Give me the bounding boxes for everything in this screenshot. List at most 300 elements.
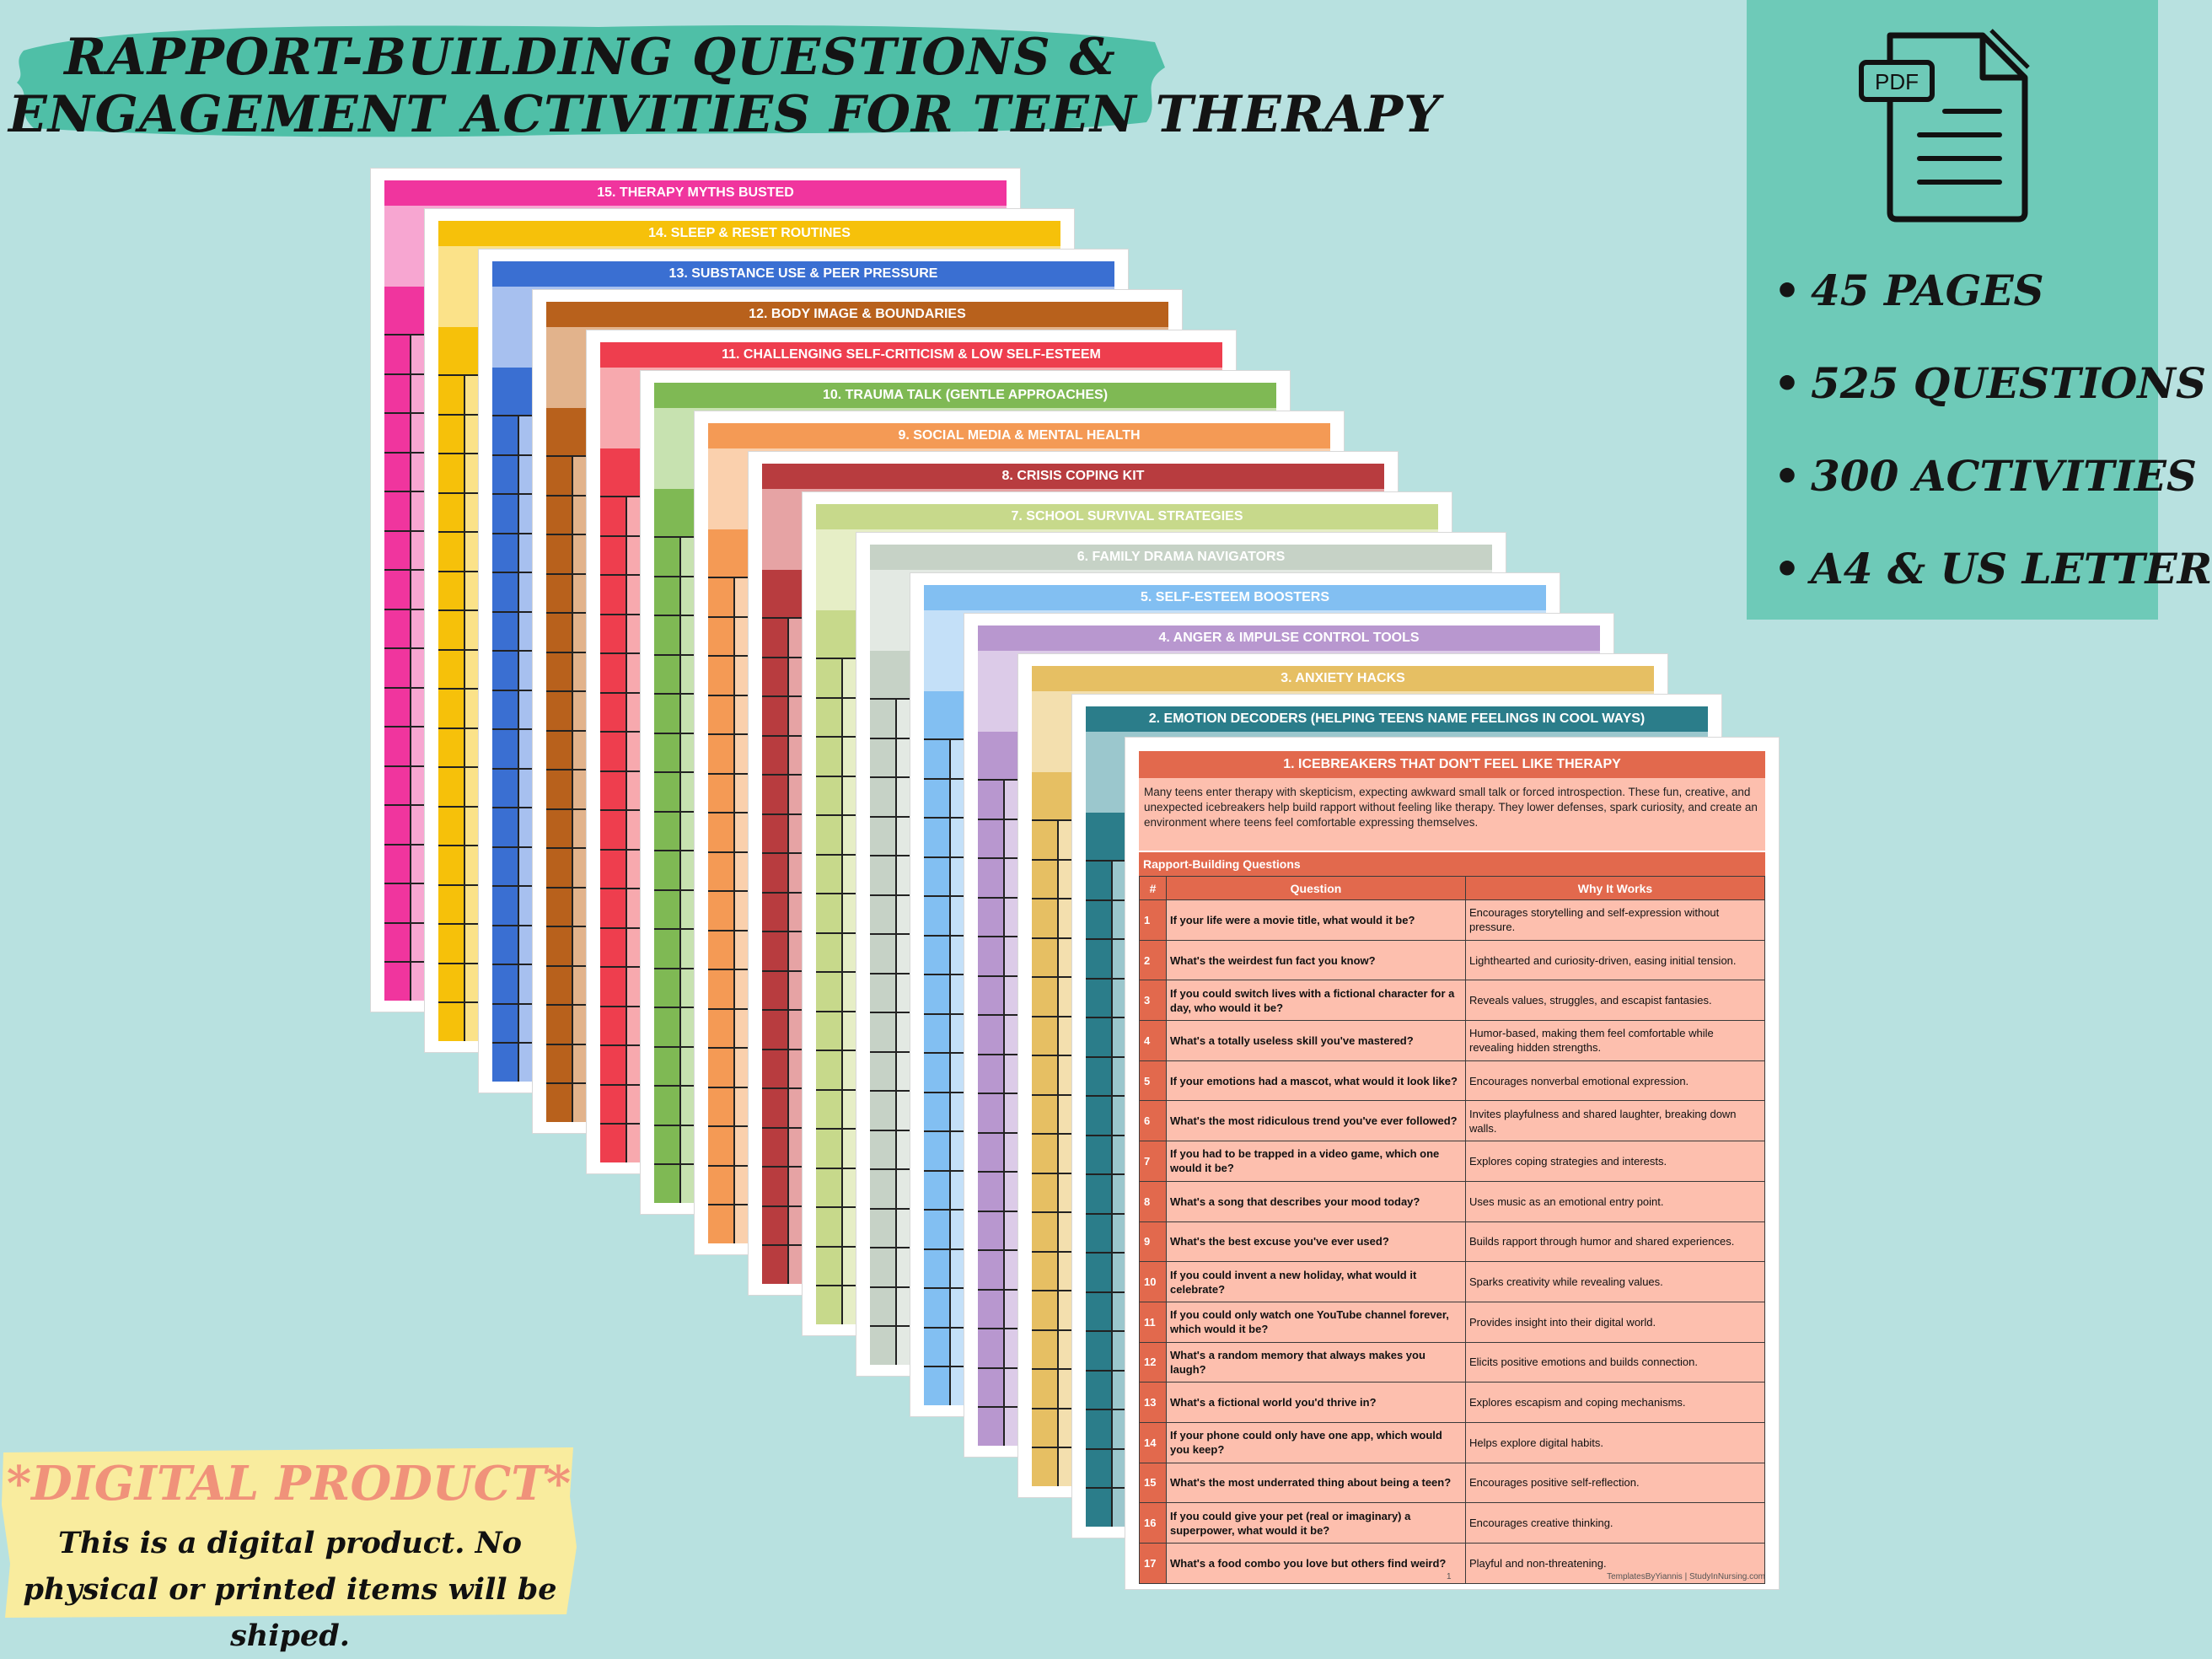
stacked-page-row-number — [546, 732, 573, 770]
stacked-page-row-number — [384, 884, 411, 922]
stacked-page-row-number — [600, 851, 627, 889]
stacked-page-row-number — [384, 806, 411, 844]
stacked-page-row-number — [654, 656, 681, 694]
why-cell: Elicits positive emotions and builds connection. — [1466, 1342, 1765, 1382]
stacked-page-row-number — [1086, 1018, 1113, 1056]
table-row — [1140, 1060, 1765, 1101]
stacked-page-row-number — [1086, 1058, 1113, 1096]
table-row — [1140, 1382, 1765, 1423]
table-row — [1140, 1342, 1765, 1382]
stacked-page-row-number — [492, 808, 519, 846]
question-cell: What's a song that describes your mood today? — [1167, 1181, 1466, 1221]
feature-item: • A4 & US LETTER — [1774, 523, 2212, 615]
stacked-page-row-number — [384, 767, 411, 805]
stacked-page-row-number — [600, 1046, 627, 1084]
table-row — [1140, 1302, 1765, 1342]
stacked-page-row-number — [600, 733, 627, 770]
stacked-page-row-number — [762, 1168, 789, 1205]
stacked-page-row-number — [924, 819, 951, 856]
table-row — [1140, 980, 1765, 1021]
stacked-page-row-number — [438, 964, 465, 1002]
stacked-page-row-number — [384, 846, 411, 883]
stacked-page-row-number — [870, 935, 897, 973]
stacked-page-row-number — [762, 854, 789, 892]
stacked-page-row-number — [384, 649, 411, 687]
question-cell: If you could switch lives with a fictional character for a day, who would it be? — [1167, 980, 1466, 1021]
stacked-page-row-number — [600, 1125, 627, 1162]
stacked-page-row-number — [870, 778, 897, 816]
row-number: 6 — [1140, 1101, 1167, 1141]
stacked-page-row-number — [924, 1250, 951, 1288]
stacked-page-row-number — [1086, 1489, 1113, 1527]
stacked-page-row-number — [546, 1006, 573, 1044]
stacked-page-row-number — [978, 1134, 1005, 1172]
question-cell: If you could give your pet (real or imaginary) a superpower, what would it be? — [1167, 1503, 1466, 1544]
row-number: 8 — [1140, 1181, 1167, 1221]
stacked-page-row-number — [870, 818, 897, 856]
stacked-page-row-number — [978, 1251, 1005, 1289]
stacked-page-row-number — [438, 846, 465, 884]
column-header-question: Question — [1167, 877, 1466, 900]
stacked-page-row-number — [762, 894, 789, 932]
stacked-page-row-number — [816, 699, 843, 737]
row-number: 10 — [1140, 1262, 1167, 1302]
stacked-page-row-number — [384, 414, 411, 452]
stacked-page-row-number — [438, 572, 465, 610]
stacked-page-row-number — [708, 657, 735, 695]
stacked-page-row-number — [924, 975, 951, 1013]
stacked-page-row-number — [654, 616, 681, 654]
stacked-page-title: 15. THERAPY MYTHS BUSTED — [384, 180, 1007, 206]
stacked-page-row-number — [1032, 939, 1059, 977]
bullet-icon: • — [1774, 358, 1801, 408]
stacked-page-row-number — [654, 1087, 681, 1125]
stacked-page-row-number — [816, 1130, 843, 1168]
stacked-page-row-number — [978, 899, 1005, 937]
stacked-page-row-number — [492, 573, 519, 611]
stacked-page-row-number — [600, 497, 627, 535]
stacked-page-row-number — [546, 692, 573, 730]
stacked-page-row-number — [1086, 1136, 1113, 1174]
why-cell: Playful and non-threatening. — [1466, 1544, 1765, 1584]
stacked-page-row-number — [924, 897, 951, 935]
table-row — [1140, 940, 1765, 980]
row-number: 13 — [1140, 1382, 1167, 1423]
stacked-page-row-number — [978, 937, 1005, 975]
row-number: 16 — [1140, 1503, 1167, 1544]
stacked-page-row-number — [870, 1131, 897, 1169]
stacked-page-row-number — [708, 1127, 735, 1165]
stacked-page-row-number — [816, 1012, 843, 1050]
page-footer — [1139, 1567, 1765, 1586]
stacked-page-row-number — [546, 1045, 573, 1083]
stacked-page-row-number — [654, 695, 681, 733]
stacked-page-row-number — [762, 697, 789, 735]
stacked-page-row-number — [978, 1212, 1005, 1250]
stacked-page-row-number — [708, 1049, 735, 1087]
stacked-page-row-number — [816, 894, 843, 932]
stacked-page-row-number — [924, 1093, 951, 1131]
question-cell: What's the most underrated thing about being a teen? — [1167, 1463, 1466, 1503]
page-title — [8, 28, 1442, 144]
question-cell: If you could invent a new holiday, what would it celebrate? — [1167, 1262, 1466, 1302]
table-row — [1140, 1141, 1765, 1182]
stacked-page-row-number — [1032, 1056, 1059, 1094]
stacked-page-row-number — [924, 1329, 951, 1366]
stacked-page-row-number — [492, 848, 519, 886]
stacked-page-row-number — [870, 1092, 897, 1130]
stacked-page-row-number — [1032, 861, 1059, 899]
stacked-page-row-number — [978, 781, 1005, 819]
stacked-page-row-number — [438, 611, 465, 649]
stacked-page-row-number — [762, 776, 789, 813]
stacked-page-row-number — [438, 416, 465, 454]
stacked-page-row-number — [816, 1248, 843, 1286]
stacked-page-title: 6. FAMILY DRAMA NAVIGATORS — [870, 545, 1492, 570]
table-row — [1140, 1181, 1765, 1221]
stacked-page-row-number — [546, 967, 573, 1005]
question-cell: If your phone could only have one app, which would you keep? — [1167, 1422, 1466, 1463]
stacked-page-row-number — [978, 1329, 1005, 1367]
column-header-why: Why It Works — [1466, 877, 1765, 900]
stacked-page-row-number — [438, 729, 465, 767]
stacked-page-row-number — [1086, 1332, 1113, 1370]
stacked-page-row-number — [492, 770, 519, 808]
stacked-page-row-number — [1032, 1291, 1059, 1329]
subsection-header: Rapport-Building Questions — [1139, 852, 1765, 876]
stacked-page-row-number — [438, 494, 465, 532]
stacked-page-row-number — [870, 1327, 897, 1365]
stacked-page-row-number — [1032, 1253, 1059, 1291]
stacked-page-row-number — [870, 974, 897, 1012]
questions-table — [1139, 876, 1765, 1584]
stacked-page-row-number — [978, 1369, 1005, 1407]
table-row — [1140, 1422, 1765, 1463]
why-cell: Explores coping strategies and interests. — [1466, 1141, 1765, 1182]
table-row — [1140, 1221, 1765, 1262]
stacked-page-row-number — [492, 691, 519, 729]
stacked-page-row-number — [708, 578, 735, 616]
stacked-page-row-number — [546, 614, 573, 652]
stacked-page-row-number — [870, 1170, 897, 1208]
stacked-page-row-number — [762, 1011, 789, 1049]
stacked-page-row-number — [1086, 1450, 1113, 1488]
stacked-page-row-number — [708, 970, 735, 1008]
stacked-page-row-number — [1032, 1370, 1059, 1408]
stacked-page-row-number — [654, 930, 681, 968]
stacked-page-row-number — [492, 1044, 519, 1082]
stacked-page-row-number — [816, 1286, 843, 1324]
stacked-page-row-number — [546, 810, 573, 848]
stacked-page-row-number — [600, 1007, 627, 1045]
stacked-page-title: 8. CRISIS COPING KIT — [762, 464, 1384, 489]
stacked-page-row-number — [1086, 1372, 1113, 1409]
bullet-icon: • — [1774, 544, 1801, 593]
stacked-page-title: 4. ANGER & IMPULSE CONTROL TOOLS — [978, 625, 1600, 651]
stacked-page-title: 7. SCHOOL SURVIVAL STRATEGIES — [816, 504, 1438, 529]
table-row — [1140, 1503, 1765, 1544]
stacked-page-row-number — [816, 1169, 843, 1207]
table-row — [1140, 1101, 1765, 1141]
stacked-page-row-number — [654, 1048, 681, 1086]
row-number: 14 — [1140, 1422, 1167, 1463]
stacked-page-row-number — [708, 932, 735, 969]
row-number: 3 — [1140, 980, 1167, 1021]
column-header-number: # — [1140, 877, 1167, 900]
stacked-page-row-number — [924, 740, 951, 778]
stacked-page-row-number — [600, 576, 627, 614]
stacked-page-row-number — [762, 1207, 789, 1245]
stacked-page-row-number — [546, 889, 573, 926]
digital-product-title: *DIGITAL PRODUCT* — [6, 1456, 572, 1511]
stacked-page-row-number — [870, 1013, 897, 1051]
stacked-page-row-number — [978, 1094, 1005, 1132]
stacked-page-row-number — [384, 727, 411, 765]
stacked-page-row-number — [816, 777, 843, 815]
stacked-page-row-number — [438, 690, 465, 727]
stacked-page-row-number — [600, 537, 627, 575]
stacked-page-row-number — [654, 577, 681, 615]
stacked-page-row-number — [762, 972, 789, 1010]
stacked-page-row-number — [600, 811, 627, 849]
stacked-page-row-number — [924, 858, 951, 896]
stacked-page-row-number — [654, 1008, 681, 1046]
stacked-page-row-number — [870, 1288, 897, 1326]
question-cell: What's a random memory that always makes you laugh? — [1167, 1342, 1466, 1382]
table-row — [1140, 1262, 1765, 1302]
page-number: 1 — [1447, 1572, 1452, 1581]
stacked-page-row-number — [654, 773, 681, 811]
stacked-page-row-number — [1032, 1213, 1059, 1251]
stacked-page-title: 14. SLEEP & RESET ROUTINES — [438, 221, 1060, 246]
row-number: 7 — [1140, 1141, 1167, 1182]
stacked-page-row-number — [384, 336, 411, 373]
stacked-page-row-number — [708, 1088, 735, 1126]
stacked-page-row-number — [600, 694, 627, 732]
question-cell: What's the best excuse you've ever used? — [1167, 1221, 1466, 1262]
stacked-page-row-number — [870, 1053, 897, 1091]
stacked-page-row-number — [816, 659, 843, 697]
stacked-page-row-number — [870, 1210, 897, 1248]
stacked-page-row-number — [1032, 978, 1059, 1016]
title-line-1: RAPPORT-BUILDING QUESTIONS & — [64, 28, 1116, 87]
stacked-page-row-number — [1032, 1174, 1059, 1212]
stacked-page-row-number — [816, 1208, 843, 1246]
stacked-page-row-number — [600, 889, 627, 927]
stacked-page-row-number — [438, 533, 465, 571]
stacked-page-row-number — [438, 808, 465, 846]
stacked-page-row-number — [438, 454, 465, 492]
why-cell: Helps explore digital habits. — [1466, 1422, 1765, 1463]
stacked-page-row-number — [762, 619, 789, 657]
credit-text: TemplatesByYiannis | StudyInNursing.com — [1607, 1572, 1765, 1581]
question-cell: If your emotions had a mascot, what would it look like? — [1167, 1060, 1466, 1101]
stacked-page-row-number — [978, 1016, 1005, 1054]
stacked-page-row-number — [654, 851, 681, 889]
stacked-page-row-number — [492, 1005, 519, 1043]
stacked-page-title: 10. TRAUMA TALK (GENTLE APPROACHES) — [654, 383, 1276, 408]
why-cell: Encourages positive self-reflection. — [1466, 1463, 1765, 1503]
stacked-page-row-number — [492, 887, 519, 925]
why-cell: Encourages creative thinking. — [1466, 1503, 1765, 1544]
stacked-page-row-number — [600, 654, 627, 692]
row-number: 17 — [1140, 1544, 1167, 1584]
stacked-page-row-number — [924, 1015, 951, 1053]
feature-item: • 45 PAGES — [1774, 244, 2212, 337]
stacked-page-row-number — [546, 770, 573, 808]
stacked-page-row-number — [816, 856, 843, 894]
stacked-page-row-number — [924, 1054, 951, 1092]
stacked-page-row-number — [1086, 1097, 1113, 1135]
question-cell: What's a fictional world you'd thrive in? — [1167, 1382, 1466, 1423]
stacked-page-row-number — [600, 968, 627, 1006]
stacked-page-row-number — [708, 735, 735, 773]
why-cell: Humor-based, making them feel comfortable while revealing hidden strengths. — [1466, 1021, 1765, 1061]
stacked-page-row-number — [546, 497, 573, 534]
stacked-page-title: 5. SELF-ESTEEM BOOSTERS — [924, 585, 1546, 610]
stacked-page-row-number — [1032, 1409, 1059, 1447]
stacked-page-row-number — [438, 651, 465, 689]
why-cell: Reveals values, struggles, and escapist fantasies. — [1466, 980, 1765, 1021]
stacked-page-row-number — [978, 820, 1005, 858]
stacked-page-row-number — [1032, 899, 1059, 937]
stacked-page-row-number — [708, 813, 735, 851]
stacked-page-row-number — [708, 1010, 735, 1048]
stacked-page-row-number — [654, 813, 681, 851]
stacked-page-row-number — [924, 1132, 951, 1170]
stacked-page-row-number — [1032, 821, 1059, 859]
row-number: 1 — [1140, 900, 1167, 941]
stacked-page-row-number — [384, 375, 411, 413]
stacked-page-row-number — [654, 734, 681, 772]
stacked-page-row-number — [600, 1086, 627, 1124]
stacked-page-row-number — [438, 1003, 465, 1041]
stacked-page-row-number — [1086, 980, 1113, 1017]
stacked-page-row-number — [978, 1055, 1005, 1093]
stacked-page-row-number — [708, 1167, 735, 1205]
stacked-page-row-number — [816, 738, 843, 776]
stacked-page-title: 11. CHALLENGING SELF-CRITICISM & LOW SELF-ESTEEM — [600, 342, 1222, 368]
stacked-page-row-number — [924, 1367, 951, 1405]
stacked-page-row-number — [1086, 862, 1113, 899]
stacked-page-row-number — [438, 768, 465, 806]
stacked-page-row-number — [492, 965, 519, 1003]
stacked-page-row-number — [654, 969, 681, 1007]
feature-item: • 525 QUESTIONS — [1774, 337, 2212, 430]
front-page — [1125, 738, 1779, 1589]
stacked-page-row-number — [1032, 1017, 1059, 1055]
stacked-page-title: 2. EMOTION DECODERS (HELPING TEENS NAME FEELINGS IN COOL WAYS) — [1086, 706, 1708, 732]
stacked-page-row-number — [492, 926, 519, 964]
stacked-page-row-number — [924, 1211, 951, 1248]
stacked-page-row-number — [492, 534, 519, 572]
stacked-page-row-number — [816, 973, 843, 1011]
why-cell: Encourages nonverbal emotional expression. — [1466, 1060, 1765, 1101]
why-cell: Provides insight into their digital world. — [1466, 1302, 1765, 1342]
stacked-page-title: 13. SUBSTANCE USE & PEER PRESSURE — [492, 261, 1114, 287]
stacked-page-row-number — [978, 1173, 1005, 1211]
stacked-page-row-number — [762, 658, 789, 696]
stacked-page-row-number — [492, 495, 519, 533]
stacked-page-title: 9. SOCIAL MEDIA & MENTAL HEALTH — [708, 423, 1330, 448]
stacked-page-row-number — [384, 492, 411, 530]
stacked-page-row-number — [438, 886, 465, 924]
stacked-page-row-number — [1086, 1410, 1113, 1448]
why-cell: Explores escapism and coping mechanisms. — [1466, 1382, 1765, 1423]
why-cell: Lighthearted and curiosity-driven, easing initial tension. — [1466, 940, 1765, 980]
stacked-page-row-number — [708, 775, 735, 813]
stacked-page-row-number — [816, 934, 843, 972]
stacked-page-row-number — [546, 535, 573, 573]
stacked-page-row-number — [870, 856, 897, 894]
stacked-page-row-number — [492, 652, 519, 690]
stacked-page-row-number — [600, 929, 627, 967]
stacked-page-row-number — [546, 927, 573, 965]
question-cell: If your life were a movie title, what would it be? — [1167, 900, 1466, 941]
row-number: 11 — [1140, 1302, 1167, 1342]
stacked-page-row-number — [816, 1051, 843, 1089]
stacked-page-row-number — [384, 532, 411, 570]
stacked-page-row-number — [438, 376, 465, 414]
stacked-page-row-number — [1032, 1331, 1059, 1369]
stacked-page-row-number — [708, 853, 735, 891]
stacked-page-row-number — [384, 454, 411, 491]
row-number: 5 — [1140, 1060, 1167, 1101]
stacked-page-row-number — [708, 618, 735, 656]
question-cell: What's the most ridiculous trend you've ever followed? — [1167, 1101, 1466, 1141]
stacked-page-row-number — [978, 977, 1005, 1015]
info-panel — [1747, 0, 2212, 620]
stacked-page-row-number — [762, 1050, 789, 1088]
stacked-page-row-number — [870, 700, 897, 738]
stacked-page-row-number — [654, 538, 681, 576]
stacked-page-row-number — [978, 1408, 1005, 1446]
stacked-page-row-number — [384, 689, 411, 727]
why-cell: Builds rapport through humor and shared experiences. — [1466, 1221, 1765, 1262]
stacked-page-row-number — [654, 1126, 681, 1164]
stacked-page-row-number — [546, 653, 573, 691]
stacked-page-row-number — [762, 1089, 789, 1127]
why-cell: Encourages storytelling and self-expression without pressure. — [1466, 900, 1765, 941]
stacked-page-row-number — [870, 1248, 897, 1286]
stacked-page-row-number — [654, 891, 681, 929]
stacked-page-row-number — [1086, 1254, 1113, 1291]
stacked-page-row-number — [492, 416, 519, 454]
stacked-page-row-number — [708, 696, 735, 734]
stacked-page-row-number — [384, 571, 411, 609]
stacked-page-row-number — [762, 1246, 789, 1284]
stacked-page-row-number — [1086, 1293, 1113, 1331]
stacked-page-row-number — [978, 859, 1005, 897]
section-intro: Many teens enter therapy with skepticism, expecting awkward small talk or forced introspection. These fun, creative, and unexpected icebreakers help build rapport without feeling like therapy. They lower defenses, spark curiosity, and create an environment where teens feel comfortable expressing themselves. — [1139, 778, 1765, 851]
stacked-page-row-number — [438, 925, 465, 963]
why-cell: Sparks creativity while revealing values. — [1466, 1262, 1765, 1302]
row-number: 12 — [1140, 1342, 1167, 1382]
section-header: 1. ICEBREAKERS THAT DON'T FEEL LIKE THERAPY — [1139, 751, 1765, 778]
feature-list — [1774, 244, 2212, 615]
table-row — [1140, 1463, 1765, 1503]
stacked-page-row-number — [384, 924, 411, 962]
bullet-icon: • — [1774, 266, 1801, 315]
stacked-page-row-number — [816, 816, 843, 854]
question-cell: What's a totally useless skill you've mastered? — [1167, 1021, 1466, 1061]
stacked-page-row-number — [546, 849, 573, 887]
stacked-page-row-number — [546, 1084, 573, 1122]
stacked-page-row-number — [708, 1205, 735, 1243]
stacked-page-row-number — [600, 615, 627, 653]
stacked-page-row-number — [978, 1291, 1005, 1329]
question-cell: What's a food combo you love but others find weird? — [1167, 1544, 1466, 1584]
